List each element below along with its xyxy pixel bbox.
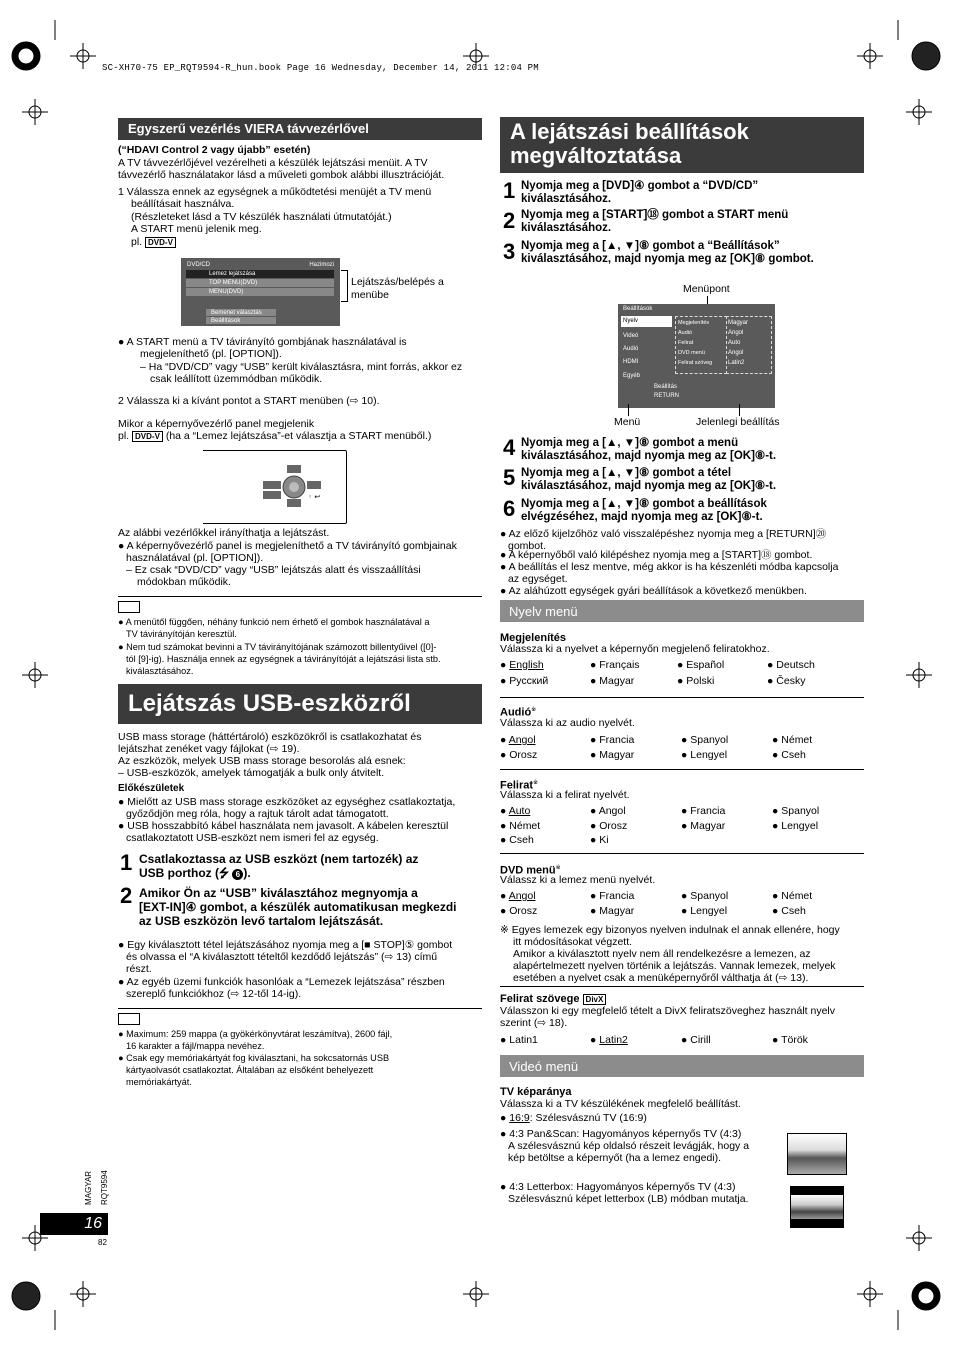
option: ● Német xyxy=(500,820,541,832)
option: ● Latin1 xyxy=(500,1034,538,1046)
option-desc: Válassza ki az audio nyelvét. xyxy=(500,717,635,729)
note-text: ● Maximum: 259 mappa (a gyökérkönyvtárat leszámítva), 2600 fájl, xyxy=(118,1029,393,1039)
bullet-text: – Ez csak “DVD/CD” vagy “USB” lejátszás alatt és visszaállítási xyxy=(126,564,421,576)
usb-step-number: 2 xyxy=(120,883,133,908)
usb-step-number: 1 xyxy=(120,850,133,875)
option: ● Német xyxy=(772,734,813,746)
option: ● Magyar xyxy=(681,820,726,832)
option: ● Polski xyxy=(677,675,715,687)
file-header: SC-XH70-75 EP_RQT9594-R_hun.book Page 16 Wednesday, December 14, 2011 12:04 PM xyxy=(102,63,539,73)
option: ● Lengyel xyxy=(681,905,728,917)
usb-bullet: ● Az egyéb üzemi funkciók hasonlóak a “Lemezek lejátszása” részben xyxy=(118,976,445,988)
callout-menupont: Menüpont xyxy=(683,283,730,295)
option: ● Cseh xyxy=(772,749,806,761)
note-icon xyxy=(118,1013,140,1025)
settings-bullet: ● Az aláhúzott egységek gyári beállítások a következő menükben. xyxy=(500,585,807,597)
step-2: kiválasztásához. xyxy=(521,222,612,234)
viera-step: 1 Válassza ennek az egységnek a működtetési menüjét a TV menü xyxy=(118,186,432,198)
option: ● Török xyxy=(772,1034,808,1046)
option: ● Magyar xyxy=(590,749,635,761)
port-marker: 6 xyxy=(232,869,243,880)
start-menu-illustration: DVD/CD Hazimozi Lemez lejátszása TOP MENU(DVD) MENU(DVD) Bemenet választás Beállítások xyxy=(181,258,340,326)
bullet-text: ● A START menü a TV távirányító gombjának használatával is xyxy=(118,336,407,348)
settings-bullet: ● A beállítás el lesz mentve, még akkor is ha készenléti módba kapcsolja xyxy=(500,561,839,573)
step-number: 6 xyxy=(503,496,516,521)
step-number: 1 xyxy=(503,178,516,203)
dvd-v-tag: DVD-V xyxy=(145,237,176,248)
viera-step: A START menü jelenik meg. xyxy=(131,223,262,235)
note-text: kiválasztásához. xyxy=(126,666,194,676)
usb-icon: ⭍ xyxy=(219,866,229,880)
footnote: esetében a nyelvet csak a menüképernyőről válthatja át (⇨ 13). xyxy=(513,972,809,984)
step-5: Nyomja meg a [▲, ▼]⑧ gombot a tétel xyxy=(521,467,732,479)
step-2: Nyomja meg a [START]⑱ gombot a START menü xyxy=(521,209,789,221)
bullet-text: ● A képernyővezérlő panel is megjeleníthető a TV távirányító gombjainak xyxy=(118,540,457,552)
note-text: ● A menütől függően, néhány funkció nem érhető el gombok használatával a xyxy=(118,617,430,627)
option: ● Lengyel xyxy=(772,820,819,832)
option: ● Česky xyxy=(767,675,806,687)
option: ● English xyxy=(500,659,544,671)
viera-step: pl. DVD-V xyxy=(131,236,176,249)
panel-text: pl. DVD-V (ha a “Lemez lejátszása”-et választja a START menüből.) xyxy=(118,430,432,442)
prep-text: ● Mielőtt az USB mass storage eszközöket az egységhez csatlakoztatja, xyxy=(118,796,456,808)
bullet-text: csak leállított üzemmódban működik. xyxy=(150,373,323,385)
option-heading: Felirat szövege DivX xyxy=(500,993,606,1006)
option: ● Ki xyxy=(590,834,609,846)
prep-heading: Előkészületek xyxy=(118,783,185,794)
viera-text: távvezérlő használatakor lásd a műveleti gombok alábbi illusztrációját. xyxy=(118,169,445,181)
prep-text: csatlakoztatott USB-eszközt nem ismeri fel az egység. xyxy=(126,832,379,844)
usb-step-2: [EXT-IN]④ gombot, a készülék automatikusan megkezdi xyxy=(139,900,457,914)
step-4: Nyomja meg a [▲, ▼]⑧ gombot a menü xyxy=(521,437,739,449)
viera-step: (Részleteket lásd a TV készülék használati útmutatóját.) xyxy=(131,211,392,223)
bullet-text: használatával (pl. [OPTION]). xyxy=(126,552,264,564)
usb-text: Az eszközök, melyek USB mass storage besorolás alá esnek: xyxy=(118,755,406,767)
option-desc: ● 4:3 Letterbox: Hagyományos képernyős TV (4:3) xyxy=(500,1181,736,1193)
usb-bullet: szereplő funkciókhoz (⇨ 12-től 14-ig). xyxy=(126,988,302,1000)
panel-text: Az alábbi vezérlőkkel irányíthatja a lejátszást. xyxy=(118,527,330,539)
note-text: ● Csak egy memóriakártyát fog kiválasztani, ha sokcsatornás USB xyxy=(118,1053,390,1063)
footnote: itt módosításokat végzett. xyxy=(513,936,633,948)
usb-step-1: USB porthoz (⭍ 6 ). xyxy=(139,866,251,880)
settings-title: A lejátszási beállítások megváltoztatása xyxy=(500,117,864,173)
footnote: Amikor a kiválasztott nyelv nem áll rendelkezésre a lemezen, az xyxy=(513,948,811,960)
option: ● Deutsch xyxy=(767,659,815,671)
option-heading: TV képaránya xyxy=(500,1086,572,1098)
option: ● Angol xyxy=(500,890,536,902)
option: ● Orosz xyxy=(500,749,538,761)
control-panel-illustration xyxy=(203,450,347,524)
page-small: 82 xyxy=(98,1238,107,1247)
option: ● Francia xyxy=(590,734,635,746)
note-text: ● Nem tud számokat bevinni a TV távirányítójának számozott billentyűivel ([0]- xyxy=(118,642,437,652)
option-desc: A szélesvásznú kép oldalsó részeit levágják, hogy a xyxy=(508,1140,750,1152)
usb-bullet: részt. xyxy=(126,963,152,975)
settings-bullet: az egységet. xyxy=(508,573,568,585)
step-1: Nyomja meg a [DVD]④ gombot a “DVD/CD” xyxy=(521,180,759,192)
step-number: 4 xyxy=(503,435,516,460)
menu-callout: menübe xyxy=(351,289,389,301)
viera-text: A TV távvezérlőjével vezérelheti a készülék lejátszási menüit. A TV xyxy=(118,157,428,169)
option-heading: Audió※ xyxy=(500,706,537,719)
note-text: 16 karakter a fájl/mappa nevéhez. xyxy=(126,1041,265,1051)
option: ● Русский xyxy=(500,675,549,687)
footnote: ※ Egyes lemezek egy bizonyos nyelven indulnak el annak ellenére, hogy xyxy=(500,924,840,936)
prep-text: győződjön meg róla, hogy a rajtuk tárolt adat támogatott. xyxy=(126,808,389,820)
usb-bullet: és olvassa el “A kiválasztott tételtől kezdődő lejátszás” (⇨ 13) című xyxy=(126,951,438,963)
step-5: kiválasztásához, majd nyomja meg az [OK]⑧-t. xyxy=(521,480,777,492)
pan-scan-image xyxy=(787,1133,847,1175)
prep-text: ● USB hosszabbító kábel használata nem javasolt. A kábelen keresztül xyxy=(118,820,449,832)
bullet-text: megjeleníthető (pl. [OPTION]). xyxy=(140,348,282,360)
option: ● Német xyxy=(772,890,813,902)
option-desc: kép betöltse a képernyőt (ha a lemez engedi). xyxy=(508,1152,722,1164)
option: ● Angol xyxy=(590,805,626,817)
step-number: 3 xyxy=(503,239,516,264)
option-desc: Válassza ki a felirat nyelvét. xyxy=(500,789,630,801)
settings-bullet: ● A képernyőből való kilépéshez nyomja meg a [START]⑱ gombot. xyxy=(500,549,813,561)
note-text: memóriakártyát. xyxy=(126,1077,192,1087)
option: ● Español xyxy=(677,659,725,671)
option: ● Français xyxy=(590,659,640,671)
option-desc: Szélesvásznú képet letterbox (LB) módban mutatja. xyxy=(508,1193,749,1205)
side-code: RQT9594 xyxy=(100,1170,109,1205)
option-desc: ● 16:9: Szélesvásznú TV (16:9) xyxy=(500,1112,647,1124)
video-menu-bar: Videó menü xyxy=(500,1055,864,1077)
usb-bullet: ● Egy kiválasztott tétel lejátszásához nyomja meg a [■ STOP]⑤ gombot xyxy=(118,939,453,951)
settings-bullet: ● Az előző kijelzőhöz való visszalépéshez nyomja meg a [RETURN]⑳ xyxy=(500,528,827,540)
option: ● Cseh xyxy=(772,905,806,917)
step-4: kiválasztásához, majd nyomja meg az [OK]⑧-t. xyxy=(521,450,777,462)
usb-step-1: Csatlakoztassa az USB eszközt (nem tartozék) az xyxy=(139,852,419,866)
option-desc: Válassza ki a TV készülékének megfelelő beállítást. xyxy=(500,1098,741,1110)
option-heading: DVD menü※ xyxy=(500,864,561,877)
viera-subtitle: (“HDAVI Control 2 vagy újabb” esetén) xyxy=(118,144,311,156)
option: ● Francia xyxy=(681,805,726,817)
option: ● Auto xyxy=(500,805,531,817)
bullet-text: – Ha “DVD/CD” vagy “USB” került kiválasztásra, mint forrás, akkor ez xyxy=(140,361,463,373)
option: ● Cirill xyxy=(681,1034,711,1046)
option-desc: Válassz ki a lemez menü nyelvét. xyxy=(500,874,656,886)
menu-callout: Lejátszás/belépés a xyxy=(351,276,444,288)
option: ● Spanyol xyxy=(681,890,729,902)
bullet-text: módokban működik. xyxy=(137,576,231,588)
option-desc: szerint (⇨ 18). xyxy=(500,1017,568,1029)
divx-tag: DivX xyxy=(583,994,607,1005)
step-6: Nyomja meg a [▲, ▼]⑧ gombot a beállítások xyxy=(521,498,767,510)
page-number: 16 xyxy=(40,1213,108,1235)
step-6: elvégzéséhez, majd nyomja meg az [OK]⑧-t. xyxy=(521,511,763,523)
option: ● Spanyol xyxy=(681,734,729,746)
callout-current: Jelenlegi beállítás xyxy=(696,416,780,428)
option-desc: ● 4:3 Pan&Scan: Hagyományos képernyős TV (4:3) xyxy=(500,1128,742,1140)
option: ● Angol xyxy=(500,734,536,746)
footnote: alapértelmezett nyelven történik a lejátszás. Vannak lemezek, melyek xyxy=(513,960,836,972)
option: ● Lengyel xyxy=(681,749,728,761)
option: ● Magyar xyxy=(590,905,635,917)
usb-text: lejátszhat zenéket vagy fájlokat (⇨ 19). xyxy=(118,743,300,755)
step-number: 2 xyxy=(503,208,516,233)
option: ● Cseh xyxy=(500,834,534,846)
usb-section-title: Lejátszás USB-eszközről xyxy=(118,684,482,724)
option-desc: Válassza ki a nyelvet a képernyőn megjelenő feliratokhoz. xyxy=(500,643,770,655)
panel-text: Mikor a képernyővezérlő panel megjelenik xyxy=(118,418,315,430)
note-text: TV távirányítóján keresztül. xyxy=(126,629,237,639)
letterbox-image xyxy=(790,1186,844,1228)
option-heading: Megjelenítés xyxy=(500,632,567,644)
note-text: kártyaolvasót csatlakoztat. Általában az elsőként behelyezett xyxy=(126,1065,374,1075)
option: ● Orosz xyxy=(500,905,538,917)
step-3: Nyomja meg a [▲, ▼]⑧ gombot a “Beállítások” xyxy=(521,240,780,252)
step-3: kiválasztásához, majd nyomja meg az [OK]⑧ gombot. xyxy=(521,253,814,265)
note-icon xyxy=(118,601,140,613)
option: ● Magyar xyxy=(590,675,635,687)
settings-menu-illustration: Beállítások Nyelv Videó Audió HDMI Egyéb Megjelenítés Audió Felirat DVD menü Felirat szöveg Magyar Angol Auto Angol Latin2 Beállítás RETURN xyxy=(618,304,775,408)
usb-text: – USB-eszközök, amelyek támogatják a bulk only átvitelt. xyxy=(118,767,385,779)
step-2: 2 Válassza ki a kívánt pontot a START menüben (⇨ 10). xyxy=(118,395,380,407)
note-text: tól [9]-ig). Használja ennek az egységnek a távirányítóját a lejátszási lista stb. xyxy=(126,654,441,664)
option: ● Orosz xyxy=(590,820,628,832)
side-language: MAGYAR xyxy=(84,1170,93,1205)
usb-step-2: Amikor Ön az “USB” kiválasztához megnyomja a xyxy=(139,886,418,900)
option: ● Latin2 xyxy=(590,1034,628,1046)
option: ● Francia xyxy=(590,890,635,902)
usb-text: USB mass storage (háttértároló) eszközökről is csatlakozhatat és xyxy=(118,731,422,743)
step-number: 5 xyxy=(503,465,516,490)
nyelv-menu-bar: Nyelv menü xyxy=(500,600,864,622)
option-desc: Válasszon ki egy megfelelő tételt a DivX feliratszöveghez használt nyelv xyxy=(500,1005,836,1017)
settings-bullet: gombot. xyxy=(508,540,546,552)
option: ● Spanyol xyxy=(772,805,820,817)
viera-section-title: Egyszerű vezérlés VIERA távvezérlővel xyxy=(118,118,482,140)
option-heading: Felirat※ xyxy=(500,779,539,792)
viera-step: beállításait használva. xyxy=(131,198,235,210)
callout-menu: Menü xyxy=(614,416,641,428)
usb-step-2: az USB eszközön levő tartalom lejátszását. xyxy=(139,914,384,928)
svg-text:◦ ↩: ◦ ↩ xyxy=(308,493,321,501)
step-1: kiválasztásához. xyxy=(521,193,612,205)
